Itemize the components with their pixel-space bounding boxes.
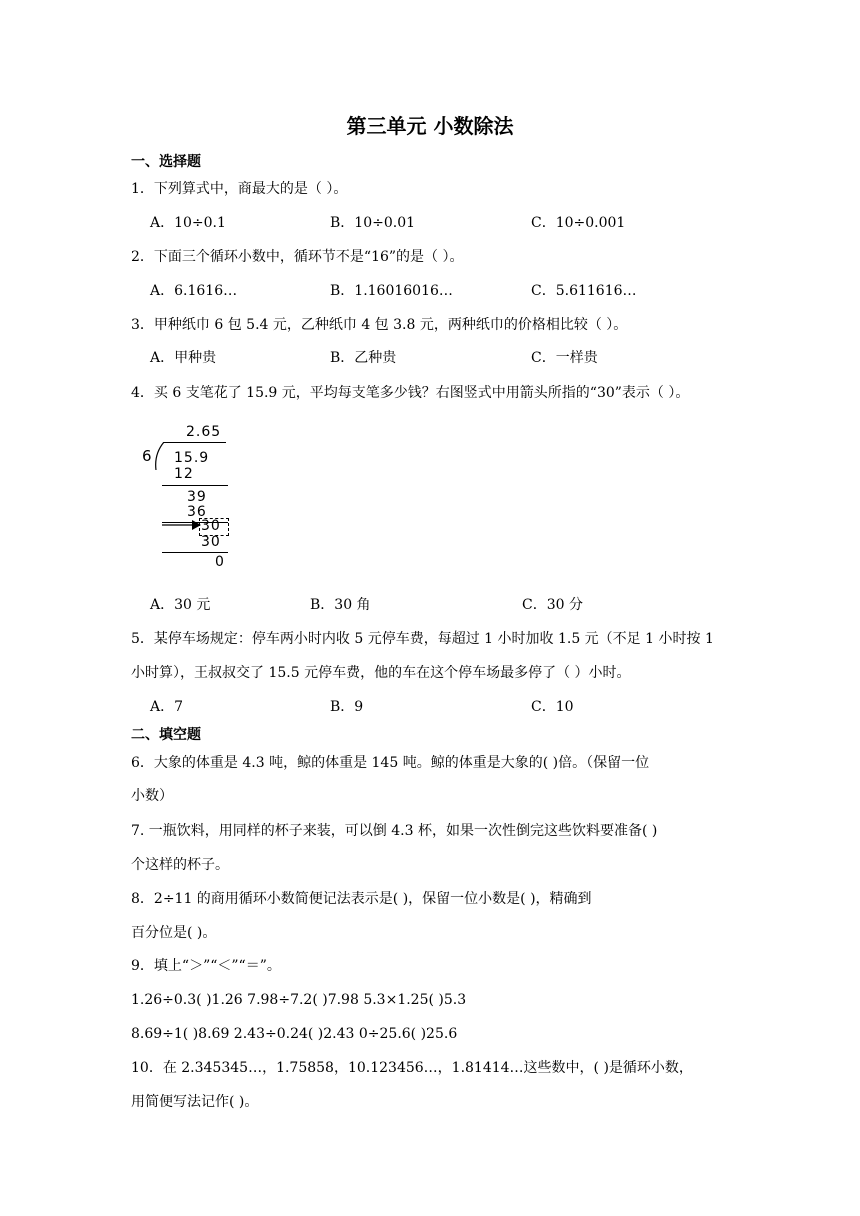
- division-divisor: 6: [142, 447, 153, 465]
- division-step-5: 30: [201, 534, 221, 550]
- question-2-option-c: C．5.611616…: [531, 283, 637, 299]
- question-1-stem: 1．下列算式中，商最大的是（ ）。: [131, 181, 348, 197]
- question-3-option-c: C．一样贵: [531, 350, 598, 366]
- section-heading-choice: 一、选择题: [131, 154, 201, 170]
- division-line-3: [162, 552, 228, 553]
- question-5-line-2: 小时算），王叔叔交了 15.5 元停车费，他的车在这个停车场最多停了（ ）小时。: [131, 665, 631, 681]
- division-dividend: 15.9: [174, 450, 210, 466]
- division-bar: [164, 442, 226, 443]
- division-remainder: 0: [215, 554, 225, 570]
- question-8-line-2: 百分位是( )。: [131, 925, 217, 941]
- question-4-option-b: B．30 角: [310, 597, 371, 613]
- division-quotient: 2.65: [186, 424, 222, 440]
- question-7-line-1: 7. 一瓶饮料，用同样的杯子来装，可以倒 4.3 杯，如果一次性倒完这些饮料要准备( ): [131, 823, 658, 839]
- page-title: 第三单元 小数除法: [346, 114, 514, 138]
- question-5-option-b: B．9: [330, 699, 364, 715]
- division-step-2: 39: [187, 489, 207, 505]
- arrow-icon: [162, 519, 202, 531]
- question-1-option-a: A．10÷0.1: [150, 215, 226, 231]
- question-3-stem: 3．甲种纸巾 6 包 5.4 元，乙种纸巾 4 包 3.8 元，两种纸巾的价格相比较（ ）。: [131, 317, 628, 333]
- division-step-3: 36: [187, 504, 207, 520]
- question-1-option-b: B．10÷0.01: [330, 215, 416, 231]
- division-bracket: [152, 442, 166, 470]
- question-5-option-a: A．7: [150, 699, 184, 715]
- question-6-line-1: 6．大象的体重是 4.3 吨，鲸的体重是 145 吨。鲸的体重是大象的( )倍。（保留一位: [131, 755, 650, 771]
- question-3-option-a: A．甲种贵: [150, 350, 217, 366]
- long-division-figure: [138, 420, 238, 570]
- division-line-1: [162, 485, 228, 486]
- question-9-stem: 9．填上“＞”“＜”“＝”。: [131, 958, 281, 974]
- question-9-row-2: 8.69÷1( )8.69 2.43÷0.24( )2.43 0÷25.6( )25.6: [131, 1026, 458, 1042]
- question-4-option-c: C．30 分: [522, 597, 583, 613]
- division-step-1: 12: [174, 466, 194, 482]
- question-10-line-1: 10．在 2.345345…，1.75858，10.123456…，1.81414…这些数中，( )是循环小数，: [131, 1060, 693, 1076]
- question-1-option-c: C．10÷0.001: [531, 215, 626, 231]
- question-6-line-2: 小数）: [131, 788, 173, 804]
- question-7-line-2: 个这样的杯子。: [131, 857, 229, 873]
- question-2-option-b: B．1.16016016…: [330, 283, 453, 299]
- question-2-stem: 2．下面三个循环小数中，循环节不是“16”的是（ ）。: [131, 249, 464, 265]
- division-step-4: 30: [201, 518, 221, 534]
- question-10-line-2: 用简便写法记作( )。: [131, 1094, 259, 1110]
- question-5-option-c: C．10: [531, 699, 574, 715]
- question-4-option-a: A．30 元: [150, 597, 211, 613]
- question-9-row-1: 1.26÷0.3( )1.26 7.98÷7.2( )7.98 5.3×1.25( )5.3: [131, 992, 467, 1008]
- question-2-option-a: A．6.1616…: [150, 283, 238, 299]
- question-3-option-b: B．乙种贵: [330, 350, 397, 366]
- question-4-stem: 4．买 6 支笔花了 15.9 元，平均每支笔多少钱？右图竖式中用箭头所指的“30”表示（ ）。: [131, 385, 690, 401]
- section-heading-fill: 二、填空题: [131, 727, 201, 743]
- question-8-line-1: 8．2÷11 的商用循环小数简便记法表示是( )，保留一位小数是( )，精确到: [131, 891, 592, 907]
- question-5-line-1: 5．某停车场规定：停车两小时内收 5 元停车费，每超过 1 小时加收 1.5 元（不足 1 小时按 1: [131, 631, 714, 647]
